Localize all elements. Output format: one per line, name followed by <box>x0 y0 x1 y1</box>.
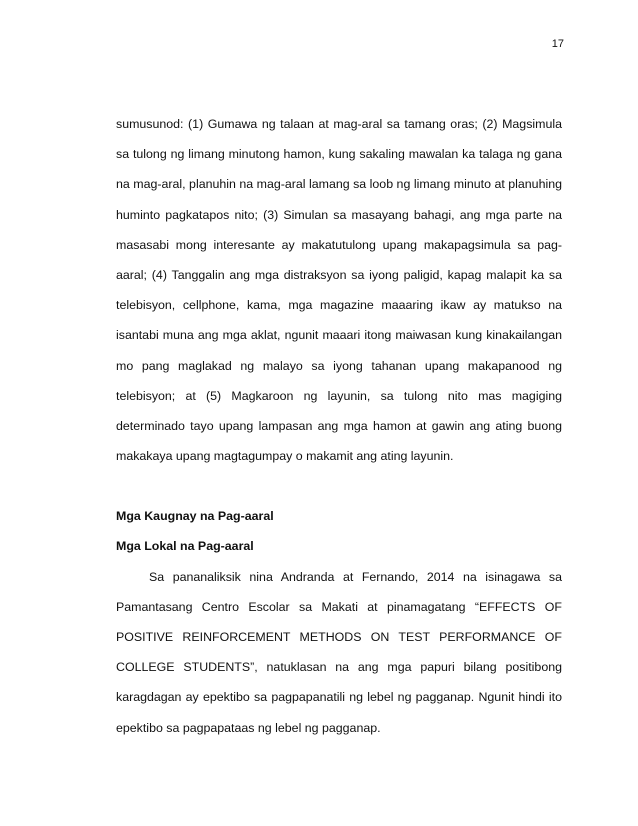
text-line: sumusunod: (1) Gumawa ng talaan at mag-aral sa tamang oras; (2) Magsimula <box>116 117 562 131</box>
text-line: mo pang maglakad ng malayo sa iyong tahanan upang makapanood ng <box>116 358 562 373</box>
page-number: 17 <box>551 38 564 50</box>
text-line: sa tulong ng limang minutong hamon, kung sakaling mawalan ka talaga ng gana <box>116 147 562 162</box>
text-line: Sa pananaliksik nina Andranda at Fernando, 2014 na isinagawa sa <box>149 569 562 584</box>
document-body <box>116 109 562 743</box>
heading-related-studies: Mga Kaugnay na Pag-aaral <box>116 509 274 524</box>
text-line: karagdagan ay epektibo sa pagpapanatili ng lebel ng pagganap. Ngunit hindi ito <box>116 690 562 705</box>
text-line: masasabi mong interesante ay makatutulong upang makapagsimula sa pag- <box>116 237 562 252</box>
paragraph-study-tips <box>116 109 562 471</box>
paragraph-spacer <box>116 471 562 501</box>
text-line: huminto pagkatapos nito; (3) Simulan sa masayang bahagi, ang mga parte na <box>116 207 562 222</box>
paragraph-andranda-fernando <box>116 562 562 743</box>
text-line: isantabi muna ang mga aklat, ngunit maaari itong maiwasan kung kinakailangan <box>116 328 562 343</box>
text-line: determinado tayo upang lampasan ang mga hamon at gawin ang ating buong <box>116 418 562 433</box>
text-line: epektibo sa pagpapataas ng lebel ng pagganap. <box>116 720 381 735</box>
text-line: telebisyon; at (5) Magkaroon ng layunin, sa tulong nito mas magiging <box>116 388 562 403</box>
text-line: Pamantasang Centro Escolar sa Makati at pinamagatang “EFFECTS OF <box>116 599 562 614</box>
text-line: telebisyon, cellphone, kama, mga magazine maaaring ikaw ay matukso na <box>116 298 562 313</box>
text-line: makakaya upang magtagumpay o makamit ang ating layunin. <box>116 449 454 464</box>
text-line: na mag-aral, planuhin na mag-aral lamang sa loob ng limang minuto at planuhing <box>116 177 562 192</box>
text-line: POSITIVE REINFORCEMENT METHODS ON TEST PERFORMANCE OF <box>116 630 562 644</box>
text-line: aaral; (4) Tanggalin ang mga distraksyon sa iyong paligid, kapag malapit ka sa <box>116 267 562 282</box>
heading-local-studies: Mga Lokal na Pag-aaral <box>116 539 254 554</box>
text-line: COLLEGE STUDENTS”, natuklasan na ang mga papuri bilang positibong <box>116 660 562 675</box>
